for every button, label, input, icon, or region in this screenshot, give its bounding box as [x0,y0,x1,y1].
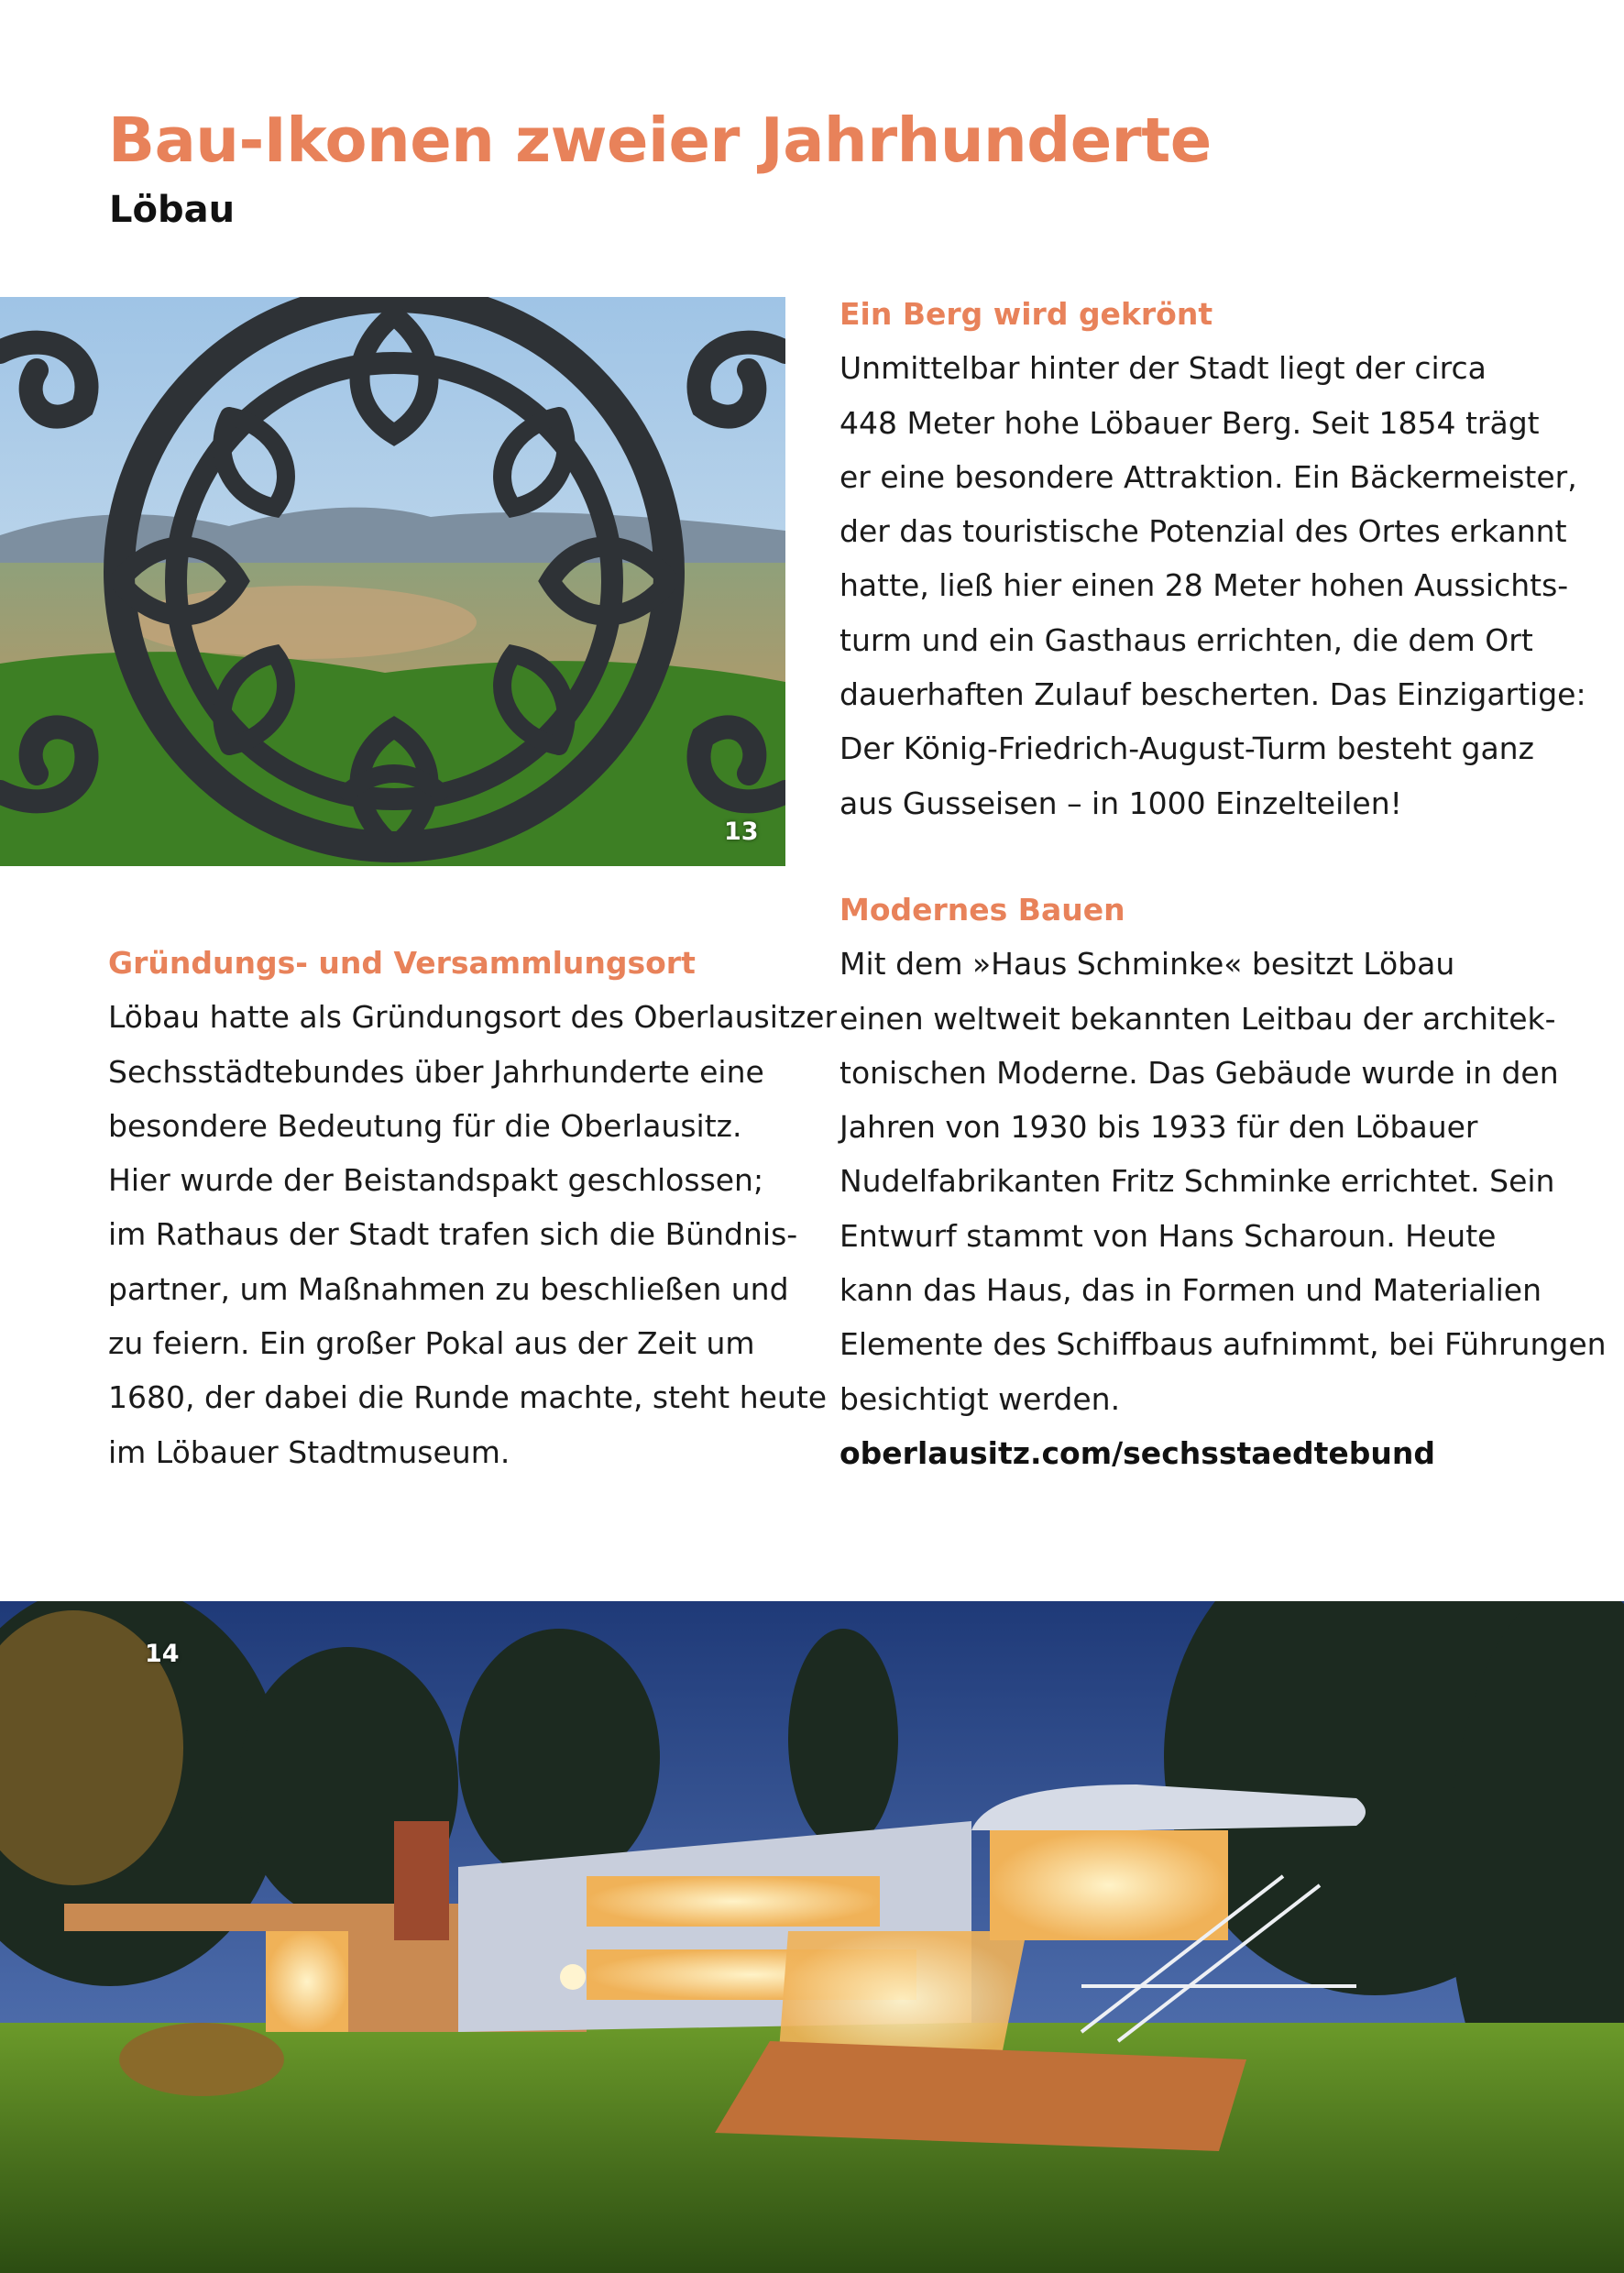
photo-number-13: 13 [724,818,759,846]
body-line: Mit dem »Haus Schminke« besitzt Löbau [839,946,1455,983]
body-line: 1680, der dabei die Runde machte, steht heute [108,1379,828,1416]
section-heading-berg: Ein Berg wird gekrönt [839,296,1213,332]
body-line: er eine besondere Attraktion. Ein Bäckermeister, [839,458,1577,495]
body-line: dauerhaften Zulauf bescherten. Das Einzigartige: [839,676,1586,713]
body-line: turm und ein Gasthaus errichten, die dem Ort [839,621,1533,658]
website-link[interactable]: oberlausitz.com/sechsstaedtebund [839,1434,1435,1471]
body-line: hatte, ließ hier einen 28 Meter hohen Aussichts- [839,567,1569,604]
body-line: besichtigt werden. [839,1380,1121,1417]
photo-number-14: 14 [145,1640,180,1668]
ornament-landscape-image [0,297,785,866]
body-line: aus Gusseisen – in 1000 Einzelteilen! [839,785,1402,821]
modernist-house-image [0,1601,1624,2273]
body-line: tonischen Moderne. Das Gebäude wurde in den [839,1054,1559,1091]
body-line: Sechsstädtebundes über Jahrhunderte eine [108,1053,764,1090]
body-line: kann das Haus, das in Formen und Materialien [839,1272,1542,1309]
body-line: der das touristische Potenzial des Ortes erkannt [839,513,1567,550]
body-line: Nudelfabrikanten Fritz Schminke errichtet. Sein [839,1163,1555,1200]
body-line: im Löbauer Stadtmuseum. [108,1433,510,1470]
haus-schminke-photo [0,1601,1624,2273]
body-line: einen weltweit bekannten Leitbau der architek- [839,1000,1556,1037]
body-line: Hier wurde der Beistandspakt geschlossen; [108,1162,764,1199]
body-line: Jahren von 1930 bis 1933 für den Löbauer [839,1109,1478,1146]
body-line: besondere Bedeutung für die Oberlausitz. [108,1107,742,1144]
section-modern [839,883,1609,1480]
body-line: Entwurf stammt von Hans Scharoun. Heute [839,1217,1497,1254]
section-gruendung [108,936,838,1479]
body-line: Der König-Friedrich-August-Turm besteht ganz [839,730,1534,767]
section-heading-modern: Modernes Bauen [839,892,1125,928]
page-subtitle: Löbau [109,189,236,231]
body-line: Elemente des Schiffbaus aufnimmt, bei Führungen [839,1326,1607,1363]
page-title: Bau-Ikonen zweier Jahrhunderte [108,104,1212,176]
section-berg [839,287,1609,830]
body-line: Unmittelbar hinter der Stadt liegt der circa [839,350,1487,387]
section-heading-gruendung: Gründungs- und Versammlungsort [108,945,696,981]
body-line: im Rathaus der Stadt trafen sich die Bündnis- [108,1216,798,1253]
body-line: Löbau hatte als Gründungsort des Oberlausitzer [108,999,838,1036]
body-line: partner, um Maßnahmen zu beschließen und [108,1270,789,1307]
tower-ornament-photo [0,297,785,866]
body-line: zu feiern. Ein großer Pokal aus der Zeit um [108,1325,755,1362]
body-line: 448 Meter hohe Löbauer Berg. Seit 1854 trägt [839,404,1540,441]
